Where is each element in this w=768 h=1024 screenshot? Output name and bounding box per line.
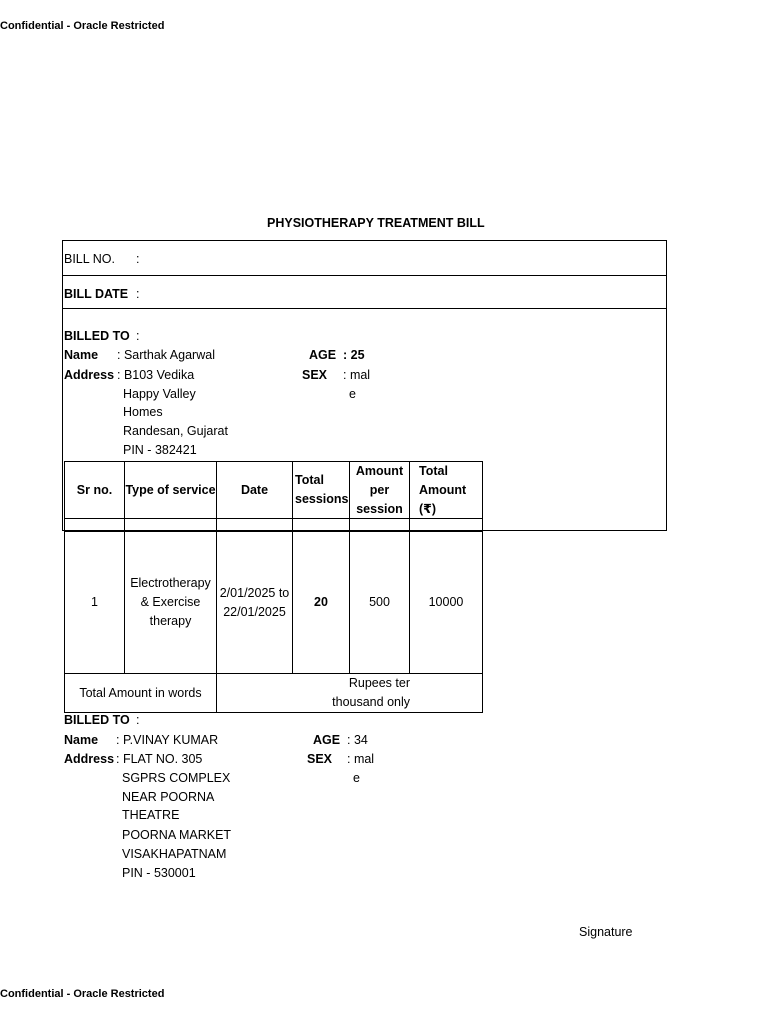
column-header-date: Date (240, 482, 269, 497)
age-label: AGE (309, 348, 337, 362)
header-text: sessions (295, 492, 349, 506)
address-line: THEATRE (122, 808, 180, 822)
age-value: : 34 (347, 733, 368, 747)
name-label: Name (64, 348, 99, 362)
cell-text: thousand only (332, 695, 410, 709)
sex-value-cont: e (353, 771, 360, 785)
billed-to-colon: : (136, 713, 140, 727)
column-header-amount (350, 462, 409, 518)
sex-value-cont: e (349, 387, 356, 401)
confidential-footer: Confidential - Oracle Restricted (0, 988, 165, 1000)
address-line: PIN - 382421 (123, 443, 197, 457)
address-line: Happy Valley (123, 387, 196, 401)
cell-date (217, 532, 292, 673)
cell-text: 22/01/2025 (223, 604, 286, 619)
header-text: Total (295, 473, 324, 487)
cell-text: Electrotherapy (130, 576, 211, 590)
header-text: per (369, 482, 390, 497)
bill-no-label: BILL NO. (64, 252, 115, 266)
billed-to-colon: : (136, 329, 140, 343)
sex-value: : mal (343, 368, 371, 382)
signature-label: Signature (579, 925, 633, 939)
age-value (343, 346, 365, 365)
cell-amount: 500 (369, 595, 390, 609)
table-border (482, 461, 483, 713)
total-words-value (217, 674, 482, 712)
cell-text: & Exercise (140, 595, 201, 609)
cell-text: therapy (149, 614, 192, 628)
name-value: : P.VINAY KUMAR (116, 733, 219, 747)
header-text: Amount (419, 483, 467, 497)
header-text: Total (419, 464, 448, 478)
column-header-sr: Sr no. (76, 482, 113, 497)
address-line: Homes (123, 405, 163, 419)
total-words-label: Total Amount in words (79, 685, 202, 700)
cell-text: 2/01/2025 to (219, 585, 290, 600)
cell-sr: 1 (91, 595, 98, 609)
address-line: : FLAT NO. 305 (116, 752, 203, 766)
cell-sessions: 20 (314, 595, 328, 609)
address-label: Address (64, 752, 115, 766)
bill-date-row (62, 275, 667, 309)
cell-text: Rupees ter (348, 676, 410, 690)
address-line: : B103 Vedika (117, 368, 195, 382)
address-line: NEAR POORNA (122, 790, 215, 804)
sex-label: SEX (307, 752, 333, 766)
bill-no-row (62, 240, 667, 276)
age-value-text: : 25 (343, 348, 365, 362)
cell-total: 10000 (428, 595, 464, 609)
address-line: Randesan, Gujarat (123, 424, 228, 438)
header-text: session (356, 501, 403, 516)
address-line: VISAKHAPATNAM (122, 847, 227, 861)
sex-label: SEX (302, 368, 328, 382)
cell-type (125, 532, 216, 673)
header-text: Amount (355, 463, 404, 478)
column-header-total (410, 462, 482, 518)
address-line: POORNA MARKET (122, 828, 232, 842)
address-line: PIN - 530001 (122, 866, 196, 880)
column-header-sessions (293, 462, 349, 518)
confidential-header: Confidential - Oracle Restricted (0, 20, 165, 32)
column-header-type: Type of service (125, 482, 216, 497)
bill-no-colon: : (136, 252, 140, 266)
address-line: SGPRS COMPLEX (122, 771, 231, 785)
name-value: : Sarthak Agarwal (117, 348, 215, 362)
header-text: (₹) (419, 502, 437, 516)
billed-to-label: BILLED TO (64, 713, 130, 727)
age-label: AGE (313, 733, 341, 747)
address-label: Address (64, 368, 115, 382)
page-title: PHYSIOTHERAPY TREATMENT BILL (267, 216, 485, 230)
billed-to-label: BILLED TO (64, 329, 130, 343)
sex-value: : mal (347, 752, 375, 766)
name-label: Name (64, 733, 99, 747)
bill-date-colon: : (136, 287, 140, 301)
bill-date-label: BILL DATE (64, 287, 129, 301)
